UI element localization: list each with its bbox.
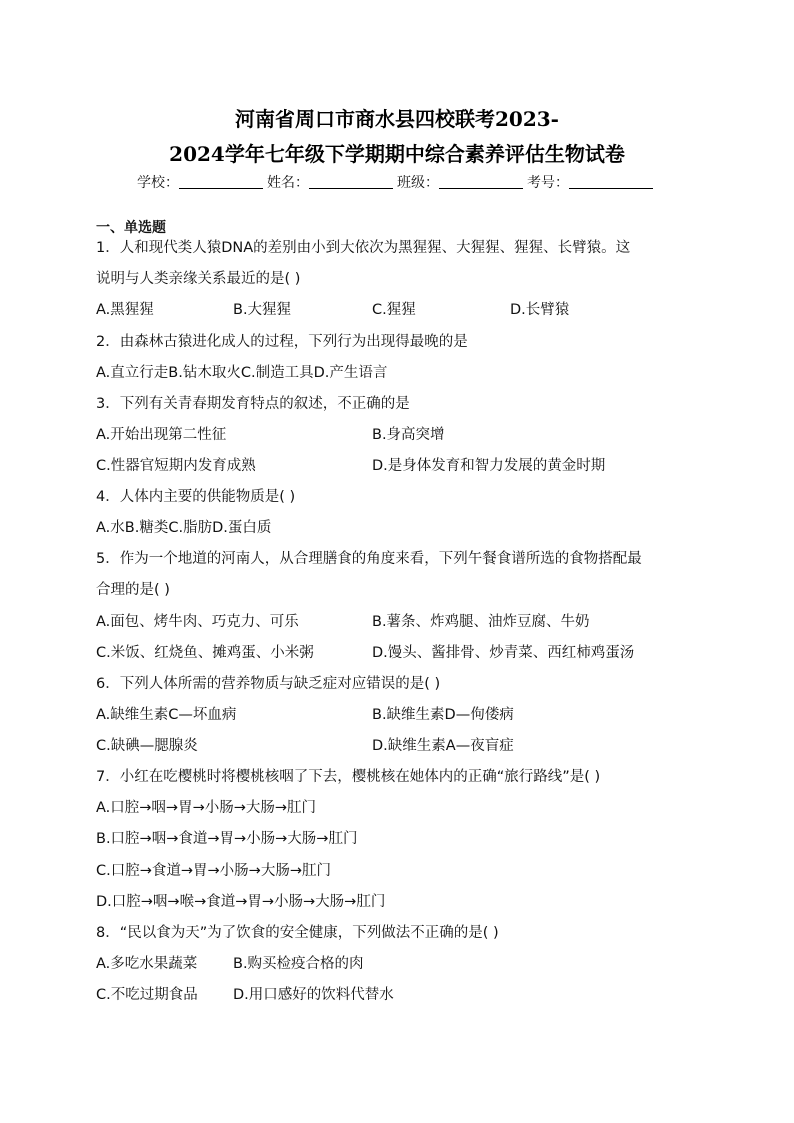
question-3-option-c: C.性器官短期内发育成熟 — [96, 458, 256, 474]
question-6-option-c: C.缺碘—腮腺炎 — [96, 738, 198, 754]
exam-title-line2: 2024学年七年级下学期期中综合素养评估生物试卷 — [169, 142, 625, 166]
question-1-option-d: D.长臂猿 — [510, 302, 570, 318]
question-1-stem-line2: 说明与人类亲缘关系最近的是( ) — [96, 271, 301, 287]
question-6-option-a: A.缺维生素C—坏血病 — [96, 707, 237, 723]
question-5-option-a: A.面包、烤牛肉、巧克力、可乐 — [96, 614, 299, 630]
school-label: 学校： — [137, 175, 179, 191]
question-8-option-c: C.不吃过期食品 — [96, 987, 198, 1003]
section-title: 一、单选题 — [96, 220, 166, 236]
question-8-option-d: D.用口感好的饮料代替水 — [233, 987, 394, 1003]
question-4-options: A.水B.糖类C.脂肪D.蛋白质 — [96, 520, 272, 536]
question-5-stem-line1: 5．作为一个地道的河南人，从合理膳食的角度来看，下列午餐食谱所选的食物搭配最 — [96, 551, 642, 567]
question-1-stem-line1: 1．人和现代类人猿DNA的差别由小到大依次为黑猩猩、大猩猩、猩猩、长臂猿。这 — [96, 240, 631, 256]
name-blank[interactable] — [309, 174, 393, 189]
class-label: 班级： — [397, 175, 439, 191]
question-2-stem: 2．由森林古猿进化成人的过程，下列行为出现得最晚的是 — [96, 334, 468, 350]
school-blank[interactable] — [179, 174, 263, 189]
question-3-option-b: B.身高突增 — [372, 427, 445, 443]
question-6-option-d: D.缺维生素A—夜盲症 — [372, 738, 514, 754]
question-7-option-d: D.口腔→咽→喉→食道→胃→小肠→大肠→肛门 — [96, 894, 386, 910]
question-3-stem: 3．下列有关青春期发育特点的叙述，不正确的是 — [96, 396, 410, 412]
question-4-stem: 4．人体内主要的供能物质是( ) — [96, 489, 296, 505]
class-blank[interactable] — [439, 174, 523, 189]
question-5-stem-line2: 合理的是( ) — [96, 582, 170, 598]
question-1-option-a: A.黑猩猩 — [96, 302, 154, 318]
question-7-option-a: A.口腔→咽→胃→小肠→大肠→肛门 — [96, 800, 317, 816]
question-3-option-d: D.是身体发育和智力发展的黄金时期 — [372, 458, 606, 474]
question-1-option-c: C.猩猩 — [372, 302, 416, 318]
question-8-stem: 8．“民以食为天”为了饮食的安全健康，下列做法不正确的是( ) — [96, 925, 499, 941]
question-5-option-b: B.薯条、炸鸡腿、油炸豆腐、牛奶 — [372, 614, 590, 630]
question-5-option-c: C.米饭、红烧鱼、摊鸡蛋、小米粥 — [96, 645, 314, 661]
question-7-option-c: C.口腔→食道→胃→小肠→大肠→肛门 — [96, 863, 331, 879]
exam-title-line1: 河南省周口市商水县四校联考2023- — [235, 107, 559, 131]
question-5-option-d: D.馒头、酱排骨、炒青菜、西红柿鸡蛋汤 — [372, 645, 635, 661]
question-2-options: A.直立行走B.钻木取火C.制造工具D.产生语言 — [96, 365, 388, 381]
exam-number-label: 考号： — [527, 175, 569, 191]
question-7-stem: 7．小红在吃樱桃时将樱桃核咽了下去，樱桃核在她体内的正确“旅行路线”是( ) — [96, 769, 601, 785]
question-6-stem: 6．下列人体所需的营养物质与缺乏症对应错误的是( ) — [96, 676, 441, 692]
question-1-option-b: B.大猩猩 — [233, 302, 292, 318]
question-8-option-b: B.购买检疫合格的肉 — [233, 956, 364, 972]
name-label: 姓名： — [267, 175, 309, 191]
question-3-option-a: A.开始出现第二性征 — [96, 427, 227, 443]
question-6-option-b: B.缺维生素D—佝偻病 — [372, 707, 514, 723]
question-8-option-a: A.多吃水果蔬菜 — [96, 956, 198, 972]
question-7-option-b: B.口腔→咽→食道→胃→小肠→大肠→肛门 — [96, 831, 358, 847]
exam-number-blank[interactable] — [569, 174, 653, 189]
student-info-row — [0, 172, 794, 192]
